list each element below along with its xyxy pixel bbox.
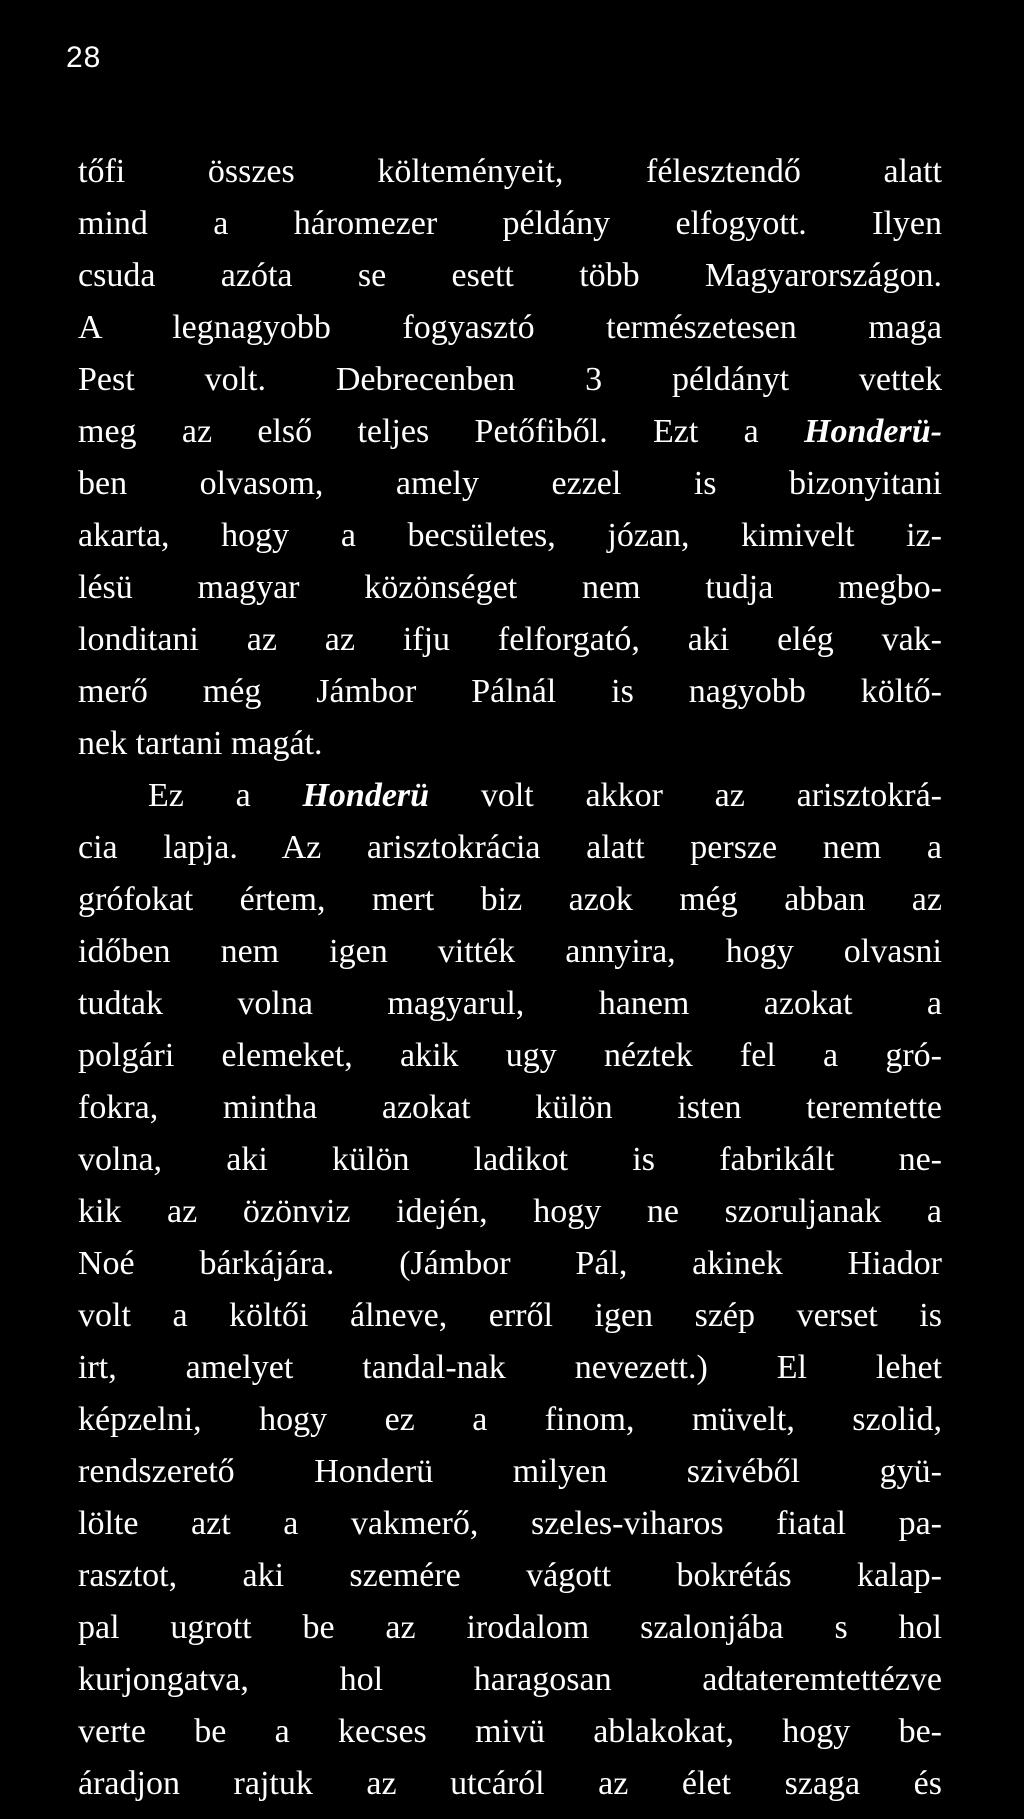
text-line xyxy=(78,406,942,458)
text-segment: cia lapja. Az arisztokrácia alatt persze nem a xyxy=(78,829,942,866)
text-segment: rendszerető Honderü milyen szivéből gyü- xyxy=(78,1453,942,1490)
text-line xyxy=(78,510,942,562)
text-segment: Pest volt. Debrecenben 3 példányt vettek xyxy=(78,361,942,398)
text-segment: verte be a kecses mivü ablakokat, hogy be- xyxy=(78,1713,942,1750)
text-line xyxy=(78,250,942,302)
text-line xyxy=(78,1342,942,1394)
text-line xyxy=(78,562,942,614)
text-segment: kurjongatva, hol haragosan adtateremtettézve xyxy=(78,1661,942,1698)
text-segment: volna, aki külön ladikot is fabrikált ne- xyxy=(78,1141,942,1178)
text-line xyxy=(78,458,942,510)
text-segment: londitani az az ifju felforgató, aki elég vak- xyxy=(78,621,942,658)
text-segment: volt a költői álneve, erről igen szép verset is xyxy=(78,1297,942,1334)
text-segment: lésü magyar közönséget nem tudja megbo- xyxy=(78,569,942,606)
text-segment: mind a háromezer példány elfogyott. Ilyen xyxy=(78,205,942,242)
text-segment: fokra, mintha azokat külön isten teremtette xyxy=(78,1089,942,1126)
text-line xyxy=(78,666,942,718)
text-segment: lölte azt a vakmerő, szeles-viharos fiatal pa- xyxy=(78,1505,942,1542)
text-line xyxy=(78,1602,942,1654)
text-segment: időben nem igen vitték annyira, hogy olvasni xyxy=(78,933,942,970)
text-segment: nek tartani magát. xyxy=(78,725,323,762)
text-segment: tőfi összes költeményeit, félesztendő alatt xyxy=(78,153,942,190)
text-segment: volt akkor az arisztokrá- xyxy=(429,777,942,814)
text-segment: polgári elemeket, akik ugy néztek fel a gró- xyxy=(78,1037,942,1074)
text-segment: kik az özönviz idején, hogy ne szoruljanak a xyxy=(78,1193,942,1230)
text-line xyxy=(78,146,942,198)
text-segment: A legnagyobb fogyasztó természetesen maga xyxy=(78,309,942,346)
text-line xyxy=(78,1394,942,1446)
text-line xyxy=(78,874,942,926)
text-line xyxy=(78,1498,942,1550)
text-segment: csuda azóta se esett több Magyarországon. xyxy=(78,257,942,294)
text-line xyxy=(78,1082,942,1134)
text-line xyxy=(78,822,942,874)
text-line xyxy=(78,770,942,822)
text-line xyxy=(78,1290,942,1342)
text-line xyxy=(78,1238,942,1290)
text-segment: meg az első teljes Petőfiből. Ezt a xyxy=(78,413,805,450)
text-line xyxy=(78,1550,942,1602)
page-number: 28 xyxy=(66,41,102,74)
text-segment: pal ugrott be az irodalom szalonjába s hol xyxy=(78,1609,942,1646)
text-segment: akarta, hogy a becsületes, józan, kimivelt iz- xyxy=(78,517,942,554)
text-line xyxy=(78,614,942,666)
italic-title: Honderü xyxy=(302,777,430,814)
text-segment: képzelni, hogy ez a finom, müvelt, szolid, xyxy=(78,1401,942,1438)
text-segment: Noé bárkájára. (Jámbor Pál, akinek Hiador xyxy=(78,1245,942,1282)
text-segment: tudtak volna magyarul, hanem azokat a xyxy=(78,985,942,1022)
text-line xyxy=(78,354,942,406)
text-segment: ben olvasom, amely ezzel is bizonyitani xyxy=(78,465,942,502)
text-line xyxy=(78,1134,942,1186)
text-line xyxy=(78,1758,942,1810)
text-line xyxy=(78,1706,942,1758)
text-line xyxy=(78,1030,942,1082)
body-text xyxy=(78,146,942,1810)
text-line xyxy=(78,1654,942,1706)
text-segment: irt, amelyet tandal-nak nevezett.) El lehet xyxy=(78,1349,942,1386)
text-line xyxy=(78,198,942,250)
text-line xyxy=(78,1446,942,1498)
text-line xyxy=(78,978,942,1030)
text-line xyxy=(78,718,942,770)
text-segment: rasztot, aki szemére vágott bokrétás kalap- xyxy=(78,1557,942,1594)
text-segment: merő még Jámbor Pálnál is nagyobb költő- xyxy=(78,673,942,710)
text-segment: Ez a xyxy=(148,777,303,814)
text-line xyxy=(78,302,942,354)
text-segment: áradjon rajtuk az utcáról az élet szaga és xyxy=(78,1765,942,1802)
text-line xyxy=(78,1186,942,1238)
text-line xyxy=(78,926,942,978)
italic-title: Honderü- xyxy=(804,413,942,450)
text-segment: grófokat értem, mert biz azok még abban az xyxy=(78,881,942,918)
